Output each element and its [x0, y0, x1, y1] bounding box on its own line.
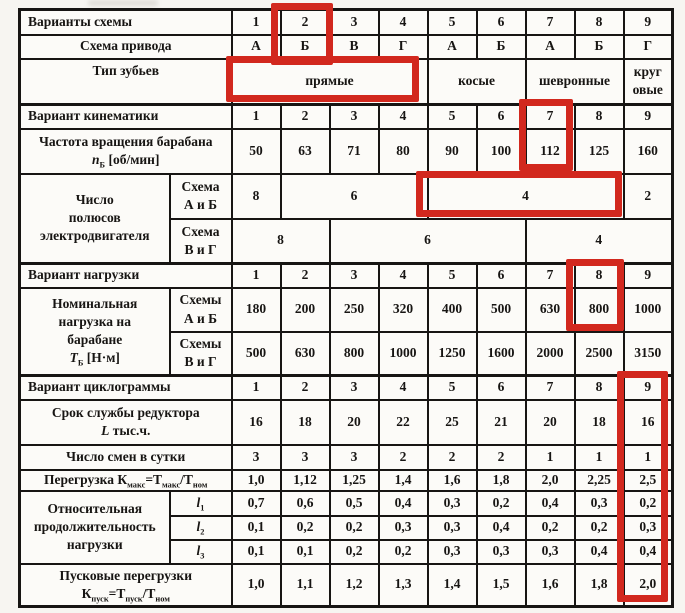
row-duration-l3-cell-1: 0,1	[232, 540, 281, 564]
label-l2: $l_2$	[170, 516, 232, 540]
row-load-ab-cell-4: 250	[330, 288, 379, 332]
label-kinematics-variant: Вариант кинематики	[20, 105, 232, 129]
row-load-variant-cell-4: 4	[379, 264, 428, 288]
row-drive-scheme-cell-3: В	[330, 35, 379, 59]
row-drive-scheme-cell-5: А	[428, 35, 477, 59]
row-drum-speed-cell-2: 63	[281, 129, 330, 174]
row-duration-l2-cell-9: 0,3	[624, 516, 673, 540]
row-overload-cell-8: 2,25	[575, 470, 624, 491]
row-start-overload-cell-8: 1,8	[575, 564, 624, 607]
row-kinematics-variant-cell-5: 5	[428, 105, 477, 129]
row-cyclogram-variant-cell-6: 6	[477, 376, 526, 400]
row-duration-l3-cell-9: 0,4	[624, 540, 673, 564]
row-drum-speed-cell-7: 112	[526, 129, 575, 174]
row-load-ab-cell-2: 180	[232, 288, 281, 332]
row-overload-cell-1: 1,0	[232, 470, 281, 491]
row-overload-cell-9: 2,5	[624, 470, 673, 491]
tooth-type-shevronnye: шевронные	[526, 59, 624, 105]
row-poles-ab-cell-5: 2	[624, 174, 673, 219]
row-duration-l1-cell-10: 0,2	[624, 491, 673, 516]
row-cyclogram-variant-cell-9: 9	[624, 376, 673, 400]
row-overload-cell-6: 1,8	[477, 470, 526, 491]
row-overload-cell-7: 2,0	[526, 470, 575, 491]
row-load-ab-cell-7: 500	[477, 288, 526, 332]
row-drive-scheme-cell-8: Б	[575, 35, 624, 59]
row-load-ab-cell-9: 800	[575, 288, 624, 332]
row-kinematics-variant-cell-3: 3	[330, 105, 379, 129]
row-duration-l3-cell-6: 0,3	[477, 540, 526, 564]
row-drive-scheme	[20, 35, 673, 59]
row-duration-l1-cell-2: 0,7	[232, 491, 281, 516]
row-variants-scheme-cell-4: 4	[379, 10, 428, 35]
row-service-life-cell-6: 21	[477, 400, 526, 445]
row-duration-l1-cell-8: 0,4	[526, 491, 575, 516]
row-drum-speed-cell-1: 50	[232, 129, 281, 174]
row-drive-scheme-cell-9: Г	[624, 35, 673, 59]
row-variants-scheme-cell-1: 1	[232, 10, 281, 35]
row-load-variant-cell-6: 6	[477, 264, 526, 288]
row-service-life-cell-1: 16	[232, 400, 281, 445]
row-start-overload-cell-2: 1,1	[281, 564, 330, 607]
row-service-life-cell-3: 20	[330, 400, 379, 445]
row-variants-scheme-cell-2: 2	[281, 10, 330, 35]
row-start-overload-cell-7: 1,6	[526, 564, 575, 607]
row-drum-speed-cell-5: 90	[428, 129, 477, 174]
row-cyclogram-variant-cell-8: 8	[575, 376, 624, 400]
tooth-type-kosye: косые	[428, 59, 526, 105]
row-duration-l3-cell-7: 0,3	[526, 540, 575, 564]
row-kinematics-variant-cell-8: 8	[575, 105, 624, 129]
row-poles-vg-cell-2: 6	[330, 219, 526, 264]
row-load-vg-cell-8: 2500	[575, 332, 624, 376]
label-poles-scheme-vg: Схема В и Г	[170, 219, 232, 264]
row-kinematics-variant-cell-4: 4	[379, 105, 428, 129]
row-overload-cell-3: 1,25	[330, 470, 379, 491]
row-service-life-cell-2: 18	[281, 400, 330, 445]
tooth-type-krugovye: круг овые	[624, 59, 673, 105]
row-start-overload-cell-1: 1,0	[232, 564, 281, 607]
row-cyclogram-variant-cell-2: 2	[281, 376, 330, 400]
row-load-variant-cell-8: 8	[575, 264, 624, 288]
row-duration-l2-cell-1: 0,1	[232, 516, 281, 540]
row-kinematics-variant-cell-1: 1	[232, 105, 281, 129]
row-service-life-cell-5: 25	[428, 400, 477, 445]
label-nominal-load: Номинальная нагрузка на барабане $Т_Б$ [Н·м]	[20, 288, 170, 376]
row-start-overload-cell-4: 1,3	[379, 564, 428, 607]
row-duration-l1-cell-5: 0,4	[379, 491, 428, 516]
scan-smudge	[88, 0, 158, 6]
row-shifts-per-day-cell-6: 2	[477, 445, 526, 470]
label-load-scheme-vg: Схемы В и Г	[170, 332, 232, 376]
row-load-vg-cell-2: 630	[281, 332, 330, 376]
row-duration-l1-cell-4: 0,5	[330, 491, 379, 516]
row-service-life-cell-7: 20	[526, 400, 575, 445]
row-shifts-per-day-cell-8: 1	[575, 445, 624, 470]
row-variants-scheme-cell-9: 9	[624, 10, 673, 35]
row-variants-scheme-cell-6: 6	[477, 10, 526, 35]
row-cyclogram-variant-cell-7: 7	[526, 376, 575, 400]
row-tooth-type	[20, 59, 673, 105]
row-poles-ab-cell-2: 8	[232, 174, 281, 219]
row-start-overload-cell-5: 1,4	[428, 564, 477, 607]
row-load-vg-cell-5: 1250	[428, 332, 477, 376]
row-load-variant-cell-9: 9	[624, 264, 673, 288]
row-shifts-per-day-cell-3: 3	[330, 445, 379, 470]
row-duration-l3-cell-5: 0,3	[428, 540, 477, 564]
row-kinematics-variant-cell-7: 7	[526, 105, 575, 129]
row-drum-speed-cell-3: 71	[330, 129, 379, 174]
row-load-variant	[20, 264, 673, 288]
row-overload-cell-4: 1,4	[379, 470, 428, 491]
row-drive-scheme-cell-7: А	[526, 35, 575, 59]
row-duration-l2-cell-4: 0,3	[379, 516, 428, 540]
row-load-variant-cell-2: 2	[281, 264, 330, 288]
row-shifts-per-day	[20, 445, 673, 470]
row-kinematics-variant-cell-9: 9	[624, 105, 673, 129]
row-load-ab-cell-5: 320	[379, 288, 428, 332]
row-duration-l2-cell-8: 0,2	[575, 516, 624, 540]
row-drum-speed-cell-9: 160	[624, 129, 673, 174]
row-drum-speed-cell-4: 80	[379, 129, 428, 174]
row-drive-scheme-cell-2: Б	[281, 35, 330, 59]
row-poles-vg-cell-3: 4	[526, 219, 673, 264]
row-start-overload	[20, 564, 673, 607]
row-duration-l1-cell-3: 0,6	[281, 491, 330, 516]
row-poles-ab-cell-4: 4	[428, 174, 624, 219]
row-service-life-cell-9: 16	[624, 400, 673, 445]
row-overload-cell-2: 1,12	[281, 470, 330, 491]
label-poles-scheme-ab: Схема А и Б	[170, 174, 232, 219]
label-start-overload: Пусковые перегрузки $К_{пуск}=Т_{пуск}/Т_{ном}$	[20, 564, 232, 607]
row-load-vg-cell-4: 1000	[379, 332, 428, 376]
row-load-ab-cell-6: 400	[428, 288, 477, 332]
variants-table	[18, 8, 674, 608]
label-l1: $l_1$	[170, 491, 232, 516]
row-variants-scheme-cell-8: 8	[575, 10, 624, 35]
label-overload: Перегрузка $К_{макс}=Т_{макс}/Т_{ном}$	[20, 470, 232, 491]
row-duration-l1-cell-6: 0,3	[428, 491, 477, 516]
row-load-ab-cell-3: 200	[281, 288, 330, 332]
row-service-life-cell-4: 22	[379, 400, 428, 445]
row-duration-l3-cell-4: 0,2	[379, 540, 428, 564]
label-relative-duration: Относительная продолжительность нагрузки	[20, 491, 170, 564]
row-service-life-cell-8: 18	[575, 400, 624, 445]
row-load-variant-cell-5: 5	[428, 264, 477, 288]
label-variants-scheme: Варианты схемы	[20, 10, 232, 35]
label-shifts-per-day: Число смен в сутки	[20, 445, 232, 470]
row-start-overload-cell-9: 2,0	[624, 564, 673, 607]
row-start-overload-cell-3: 1,2	[330, 564, 379, 607]
label-drive-scheme: Схема привода	[20, 35, 232, 59]
row-drive-scheme-cell-4: Г	[379, 35, 428, 59]
label-load-variant: Вариант нагрузки	[20, 264, 232, 288]
row-service-life	[20, 400, 673, 445]
row-drum-speed	[20, 129, 673, 174]
row-load-ab-cell-8: 630	[526, 288, 575, 332]
row-duration-l3-cell-2: 0,1	[281, 540, 330, 564]
row-shifts-per-day-cell-1: 3	[232, 445, 281, 470]
row-load-vg-cell-6: 1600	[477, 332, 526, 376]
label-l3: $l_3$	[170, 540, 232, 564]
row-variants-scheme-cell-3: 3	[330, 10, 379, 35]
row-cyclogram-variant-cell-1: 1	[232, 376, 281, 400]
row-duration-l3-cell-3: 0,2	[330, 540, 379, 564]
row-cyclogram-variant-cell-5: 5	[428, 376, 477, 400]
row-duration-l2-cell-3: 0,2	[330, 516, 379, 540]
label-load-scheme-ab: Схемы А и Б	[170, 288, 232, 332]
row-duration-l2-cell-2: 0,2	[281, 516, 330, 540]
label-drum-speed: Частота вращения барабана $n_Б$ [об/мин]	[20, 129, 232, 174]
row-duration-l1	[20, 491, 673, 516]
row-load-vg-cell-1: 500	[232, 332, 281, 376]
row-drive-scheme-cell-1: А	[232, 35, 281, 59]
row-load-vg-cell-9: 3150	[624, 332, 673, 376]
row-duration-l2-cell-7: 0,2	[526, 516, 575, 540]
row-shifts-per-day-cell-5: 2	[428, 445, 477, 470]
row-overload-cell-5: 1,6	[428, 470, 477, 491]
row-cyclogram-variant-cell-4: 4	[379, 376, 428, 400]
row-cyclogram-variant	[20, 376, 673, 400]
row-overload	[20, 470, 673, 491]
row-load-ab-cell-10: 1000	[624, 288, 673, 332]
label-cyclogram-variant: Вариант циклограммы	[20, 376, 232, 400]
row-poles-ab-cell-3: 6	[281, 174, 428, 219]
row-duration-l3-cell-8: 0,4	[575, 540, 624, 564]
row-kinematics-variant-cell-2: 2	[281, 105, 330, 129]
label-tooth-type: Тип зубьев	[20, 59, 232, 105]
row-cyclogram-variant-cell-3: 3	[330, 376, 379, 400]
row-load-ab	[20, 288, 673, 332]
row-shifts-per-day-cell-2: 3	[281, 445, 330, 470]
row-start-overload-cell-6: 1,5	[477, 564, 526, 607]
row-poles-ab	[20, 174, 673, 219]
row-load-variant-cell-3: 3	[330, 264, 379, 288]
row-kinematics-variant	[20, 105, 673, 129]
row-variants-scheme-cell-5: 5	[428, 10, 477, 35]
row-variants-scheme	[20, 10, 673, 35]
row-load-vg-cell-7: 2000	[526, 332, 575, 376]
row-shifts-per-day-cell-7: 1	[526, 445, 575, 470]
row-shifts-per-day-cell-9: 1	[624, 445, 673, 470]
row-duration-l2-cell-6: 0,4	[477, 516, 526, 540]
row-load-vg-cell-3: 800	[330, 332, 379, 376]
row-kinematics-variant-cell-6: 6	[477, 105, 526, 129]
row-duration-l2-cell-5: 0,3	[428, 516, 477, 540]
row-poles-vg-cell-1: 8	[232, 219, 330, 264]
tooth-type-pryamye: прямые	[232, 59, 428, 105]
row-drum-speed-cell-8: 125	[575, 129, 624, 174]
row-load-variant-cell-1: 1	[232, 264, 281, 288]
label-motor-poles: Число полюсов электродвигателя	[20, 174, 170, 264]
row-shifts-per-day-cell-4: 2	[379, 445, 428, 470]
row-duration-l1-cell-7: 0,2	[477, 491, 526, 516]
row-load-variant-cell-7: 7	[526, 264, 575, 288]
label-service-life: Срок службы редуктора L тыс.ч.	[20, 400, 232, 445]
row-drive-scheme-cell-6: Б	[477, 35, 526, 59]
row-drum-speed-cell-6: 100	[477, 129, 526, 174]
row-duration-l1-cell-9: 0,3	[575, 491, 624, 516]
row-variants-scheme-cell-7: 7	[526, 10, 575, 35]
